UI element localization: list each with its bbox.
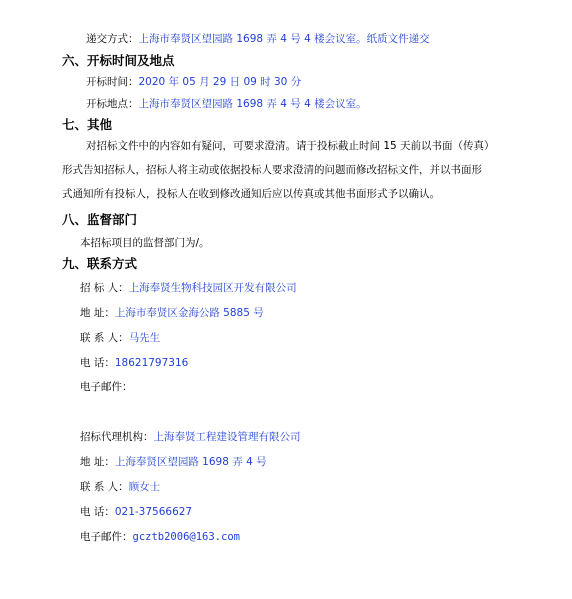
section9-title: 九、联系方式 (62, 256, 138, 271)
submission-label: 递交方式： (86, 33, 139, 45)
tenderer-contact-label: 联 系 人： (80, 332, 129, 344)
agency-line (80, 430, 301, 444)
agency-contact-label: 联 系 人： (80, 481, 129, 493)
tenderer-email-line (80, 380, 133, 394)
section6-title: 六、开标时间及地点 (62, 53, 175, 68)
section8-title: 八、监督部门 (62, 212, 138, 227)
agency-value: 上海奉贤工程建设管理有限公司 (153, 431, 301, 443)
open-place-value: 上海市奉贤区望园路 1698 弄 4 号 4 楼会议室。 (138, 98, 367, 110)
agency-address-value: 上海奉贤区望园路 1698 弄 4 号 (114, 456, 267, 468)
tenderer-value: 上海奉贤生物科技园区开发有限公司 (128, 282, 297, 294)
section7-paragraph-line3: 式通知所有投标人，投标人在收到修改通知后应以传真或其他书面形式予以确认。 (62, 188, 440, 200)
agency-address-label: 地 址： (80, 456, 115, 468)
agency-phone-value: 021-37566627 (114, 506, 193, 518)
agency-email-label: 电子邮件： (80, 531, 133, 543)
tenderer-phone-label: 电 话： (80, 357, 115, 369)
section7-paragraph-line2: 形式告知招标人，招标人将主动或依据投标人要求澄清的问题而修改招标文件，并以书面形 (62, 164, 482, 176)
open-time-value: 2020 年 05 月 29 日 09 时 30 分 (138, 76, 302, 88)
tenderer-contact-line (80, 331, 160, 345)
tenderer-line (80, 281, 297, 295)
tenderer-email-label: 电子邮件： (80, 381, 133, 393)
tenderer-address-value: 上海市奉贤区金海公路 5885 号 (114, 307, 264, 319)
supervision-text: 本招标项目的监督部门为/。 (80, 237, 210, 249)
agency-contact-value: 顾女士 (128, 481, 161, 493)
tenderer-label: 招 标 人： (80, 282, 129, 294)
submission-value: 上海市奉贤区望园路 1698 弄 4 号 4 楼会议室。纸质文件递交 (138, 33, 430, 45)
open-place-line (86, 97, 367, 111)
agency-label: 招标代理机构： (80, 431, 154, 443)
agency-phone-label: 电 话： (80, 506, 115, 518)
open-place-label: 开标地点： (86, 98, 139, 110)
agency-contact-line (80, 480, 160, 494)
tenderer-phone-line (80, 356, 188, 370)
section7-paragraph-line1: 对招标文件中的内容如有疑问，可要求澄清。请于投标截止时间 15 天前以书面（传真） (86, 140, 495, 152)
tenderer-phone-value: 18621797316 (114, 357, 189, 369)
open-time-label: 开标时间： (86, 76, 139, 88)
tenderer-contact-value: 马先生 (128, 332, 161, 344)
tenderer-address-label: 地 址： (80, 307, 115, 319)
agency-phone-line (80, 505, 192, 519)
section7-title: 七、其他 (62, 117, 113, 132)
agency-email-value[interactable]: gcztb2006@163.com (132, 531, 240, 543)
agency-address-line (80, 455, 267, 469)
agency-email-line (80, 530, 240, 544)
submission-line (86, 32, 430, 46)
open-time-line (86, 75, 301, 89)
tenderer-address-line (80, 306, 264, 320)
